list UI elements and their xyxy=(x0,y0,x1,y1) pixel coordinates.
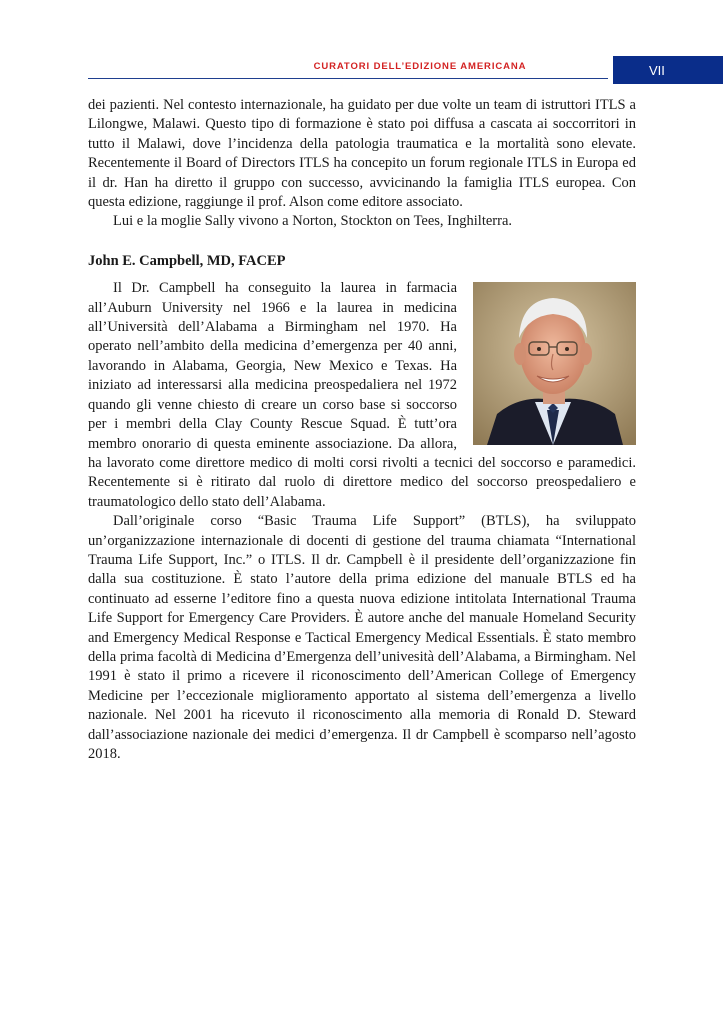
paragraph-continued: dei pazienti. Nel contesto internazionale, ha guidato per due volte un team di istruttori ITLS a Lilongwe, Malawi. Questo tipo di formazione è stato poi diffusa a cascata ai soccorritori in tutto il Malawi, dove l’incidenza della patologia traumatica e la mortalità sono elevate. Recentemente il Board of Directors ITLS ha concepito un forum regionale ITLS in Europa ed il dr. Han ha diretto il gruppo con successo, avvicinando la famiglia ITLS europea. Con questa edizione, raggiunge il prof. Alson come editore associato. xyxy=(88,97,636,211)
paragraph-residence: Lui e la moglie Sally vivono a Norton, Stockton on Tees, Inghilterra. xyxy=(113,213,513,230)
section-heading: John E. Campbell, MD, FACEP xyxy=(88,252,286,269)
page-number: VII xyxy=(649,62,665,78)
paragraph-career: Dall’originale corso “Basic Trauma Life Support” (BTLS), ha sviluppato un’organizzazione internazionale di docenti di gestione del trauma chiamata “International Trauma Life Support, Inc.” o ITLS. Il dr. Campbell è il presidente dell’organizzazione fin dalla sua costituzione. È stato l’autore della prima edizione del manuale BTLS ed ha continuato ad esserne l’editore fino a questa nuova edizione intitolata International Trauma Life Support for Emergency Care Providers. È autore anche del manuale Homeland Security and Emergency Medical Response e Tactical Emergency Medical Essentials. È stato membro della prima facoltà di Medicina d’Emergenza dell’univesità dell’Alabama, a Birmingham. Nel 1991 è stato il primo a ricevere il riconoscimento dell’American College of Emergency Medicine per l’eccezionale miglioramento apportato al sistema dell’emergenza a livello nazionale. Nel 2001 ha ricevuto il riconoscimento alla memoria di Ronald D. Steward dall’associazione nazionale dei medici d’emergenza. Il dr Campbell è scomparso nell’agosto 2018. xyxy=(88,513,636,762)
header-rule xyxy=(88,78,608,79)
running-title: CURATORI DELL’EDIZIONE AMERICANA xyxy=(313,60,527,72)
portrait-photo xyxy=(473,282,636,445)
paragraph-biography: Il Dr. Campbell ha conseguito la laurea in farmacia all’Auburn University nel 1966 e la laurea in medicina all’Università dell’Alabama a Birmingham nel 1970. Ha operato nell’ambito della medicina d’emergenza per 40 anni, lavorando in Alabama, Georgia, New Mexico e Texas. Ha iniziato ad interessarsi alla medicina preospedaliera nel 1972 quando gli venne chiesto di creare un corso base si soccorso per i membri della Clay County Rescue Squad. È tutt’ora membro onorario di questa eminente associazione. Da allora, ha lavorato come direttore medico di molti corsi rivolti a tecnici del soccorso e paramedici. Recentemente si è ritirato dal ruolo di direttore medico del soccorso preospedaliero e traumatologico dello stato dell’Alabama. xyxy=(88,280,636,510)
page-body xyxy=(88,96,636,764)
running-header xyxy=(0,56,723,84)
page-number-tab xyxy=(613,56,723,84)
